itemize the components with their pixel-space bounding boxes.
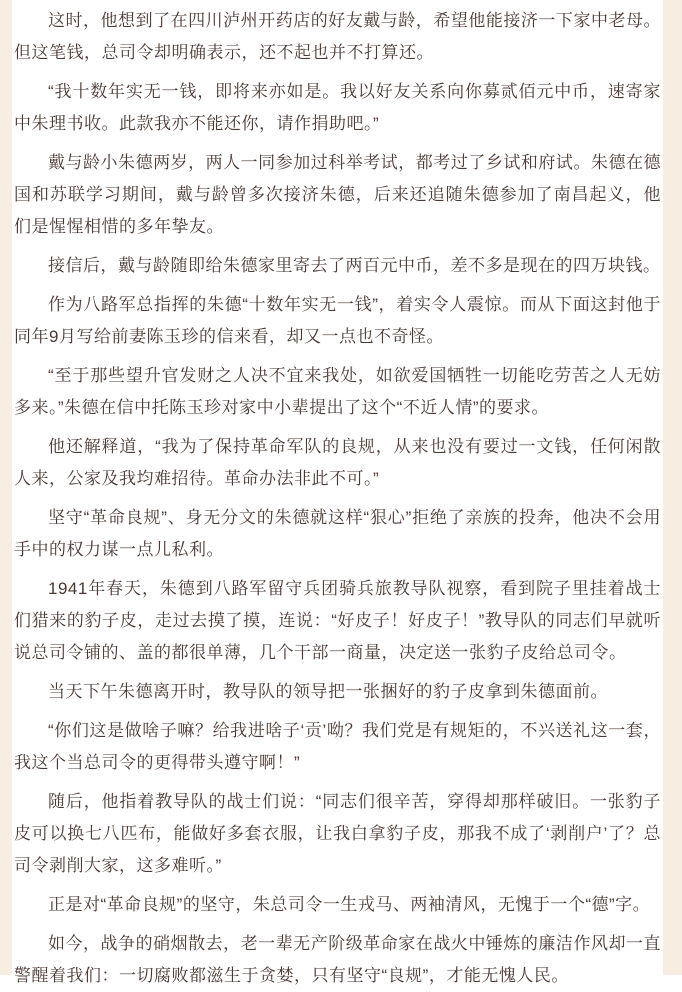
paragraph: 这时，他想到了在四川泸州开药店的好友戴与龄，希望他能接济一下家中老母。但这笔钱，总司令却明确表示，还不起也并不打算还。 [14, 11, 661, 62]
paragraph: “至于那些望升官发财之人决不宜来我处，如欲爱国牺牲一切能吃劳苦之人无妨多来。”朱德在信中托陈玉珍对家中小辈提出了这个“不近人情”的要求。 [14, 366, 661, 417]
paragraph: 戴与龄小朱德两岁，两人一同参加过科举考试，都考过了乡试和府试。朱德在德国和苏联学习期间，戴与龄曾多次接济朱德，后来还追随朱德参加了南昌起义，他们是惺惺相惜的多年挚友。 [14, 153, 661, 236]
paragraph: “你们这是做啥子嘛？给我进啥子‘贡’呦？我们党是有规矩的，不兴送礼这一套，我这个当总司令的更得带头遵守啊！” [14, 721, 661, 772]
paragraph: 他还解释道，“我为了保持革命军队的良规，从来也没有要过一文钱，任何闲散人来，公家及我均难招待。革命办法非此不可。” [14, 437, 661, 488]
paragraph: 如今，战争的硝烟散去，老一辈无产阶级革命家在战火中锤炼的廉洁作风却一直警醒着我们：一切腐败都滋生于贪婪，只有坚守“良规”，才能无愧人民。 [14, 934, 661, 985]
paragraph: 正是对“革命良规”的坚守，朱总司令一生戎马、两袖清风，无愧于一个“德”字。 [48, 895, 651, 914]
paragraph: 坚守“革命良规”、身无分文的朱德就这样“狠心”拒绝了亲族的投奔，他决不会用手中的权力谋一点儿私利。 [14, 508, 661, 559]
right-margin-strip [663, 0, 682, 975]
article-body [12, 0, 663, 985]
paragraph: 随后，他指着教导队的战士们说：“同志们很辛苦，穿得却那样破旧。一张豹子皮可以换七八匹布，能做好多套衣服，让我白拿豹子皮，那我不成了‘剥削户’了？总司令剥削大家，这多难听。” [14, 792, 661, 875]
left-margin-strip [0, 0, 12, 975]
paragraph: 当天下午朱德离开时，教导队的领导把一张捆好的豹子皮拿到朱德面前。 [48, 682, 608, 701]
paragraph: 接信后，戴与龄随即给朱德家里寄去了两百元中币，差不多是现在的四万块钱。 [48, 256, 661, 275]
paragraph: “我十数年实无一钱，即将来亦如是。我以好友关系向你募贰佰元中币，速寄家中朱理书收。此款我亦不能还你，请作捐助吧。” [14, 82, 661, 133]
paragraph: 1941年春天，朱德到八路军留守兵团骑兵旅教导队视察，看到院子里挂着战士们猎来的豹子皮，走过去摸了摸，连说：“好皮子！好皮子！”教导队的同志们早就听说总司令铺的、盖的都很单薄，几个干部一商量，决定送一张豹子皮给总司令。 [14, 579, 661, 662]
paragraph: 作为八路军总指挥的朱德“十数年实无一钱”，着实令人震惊。而从下面这封他于同年9月写给前妻陈玉珍的信来看，却又一点也不奇怪。 [14, 295, 661, 346]
